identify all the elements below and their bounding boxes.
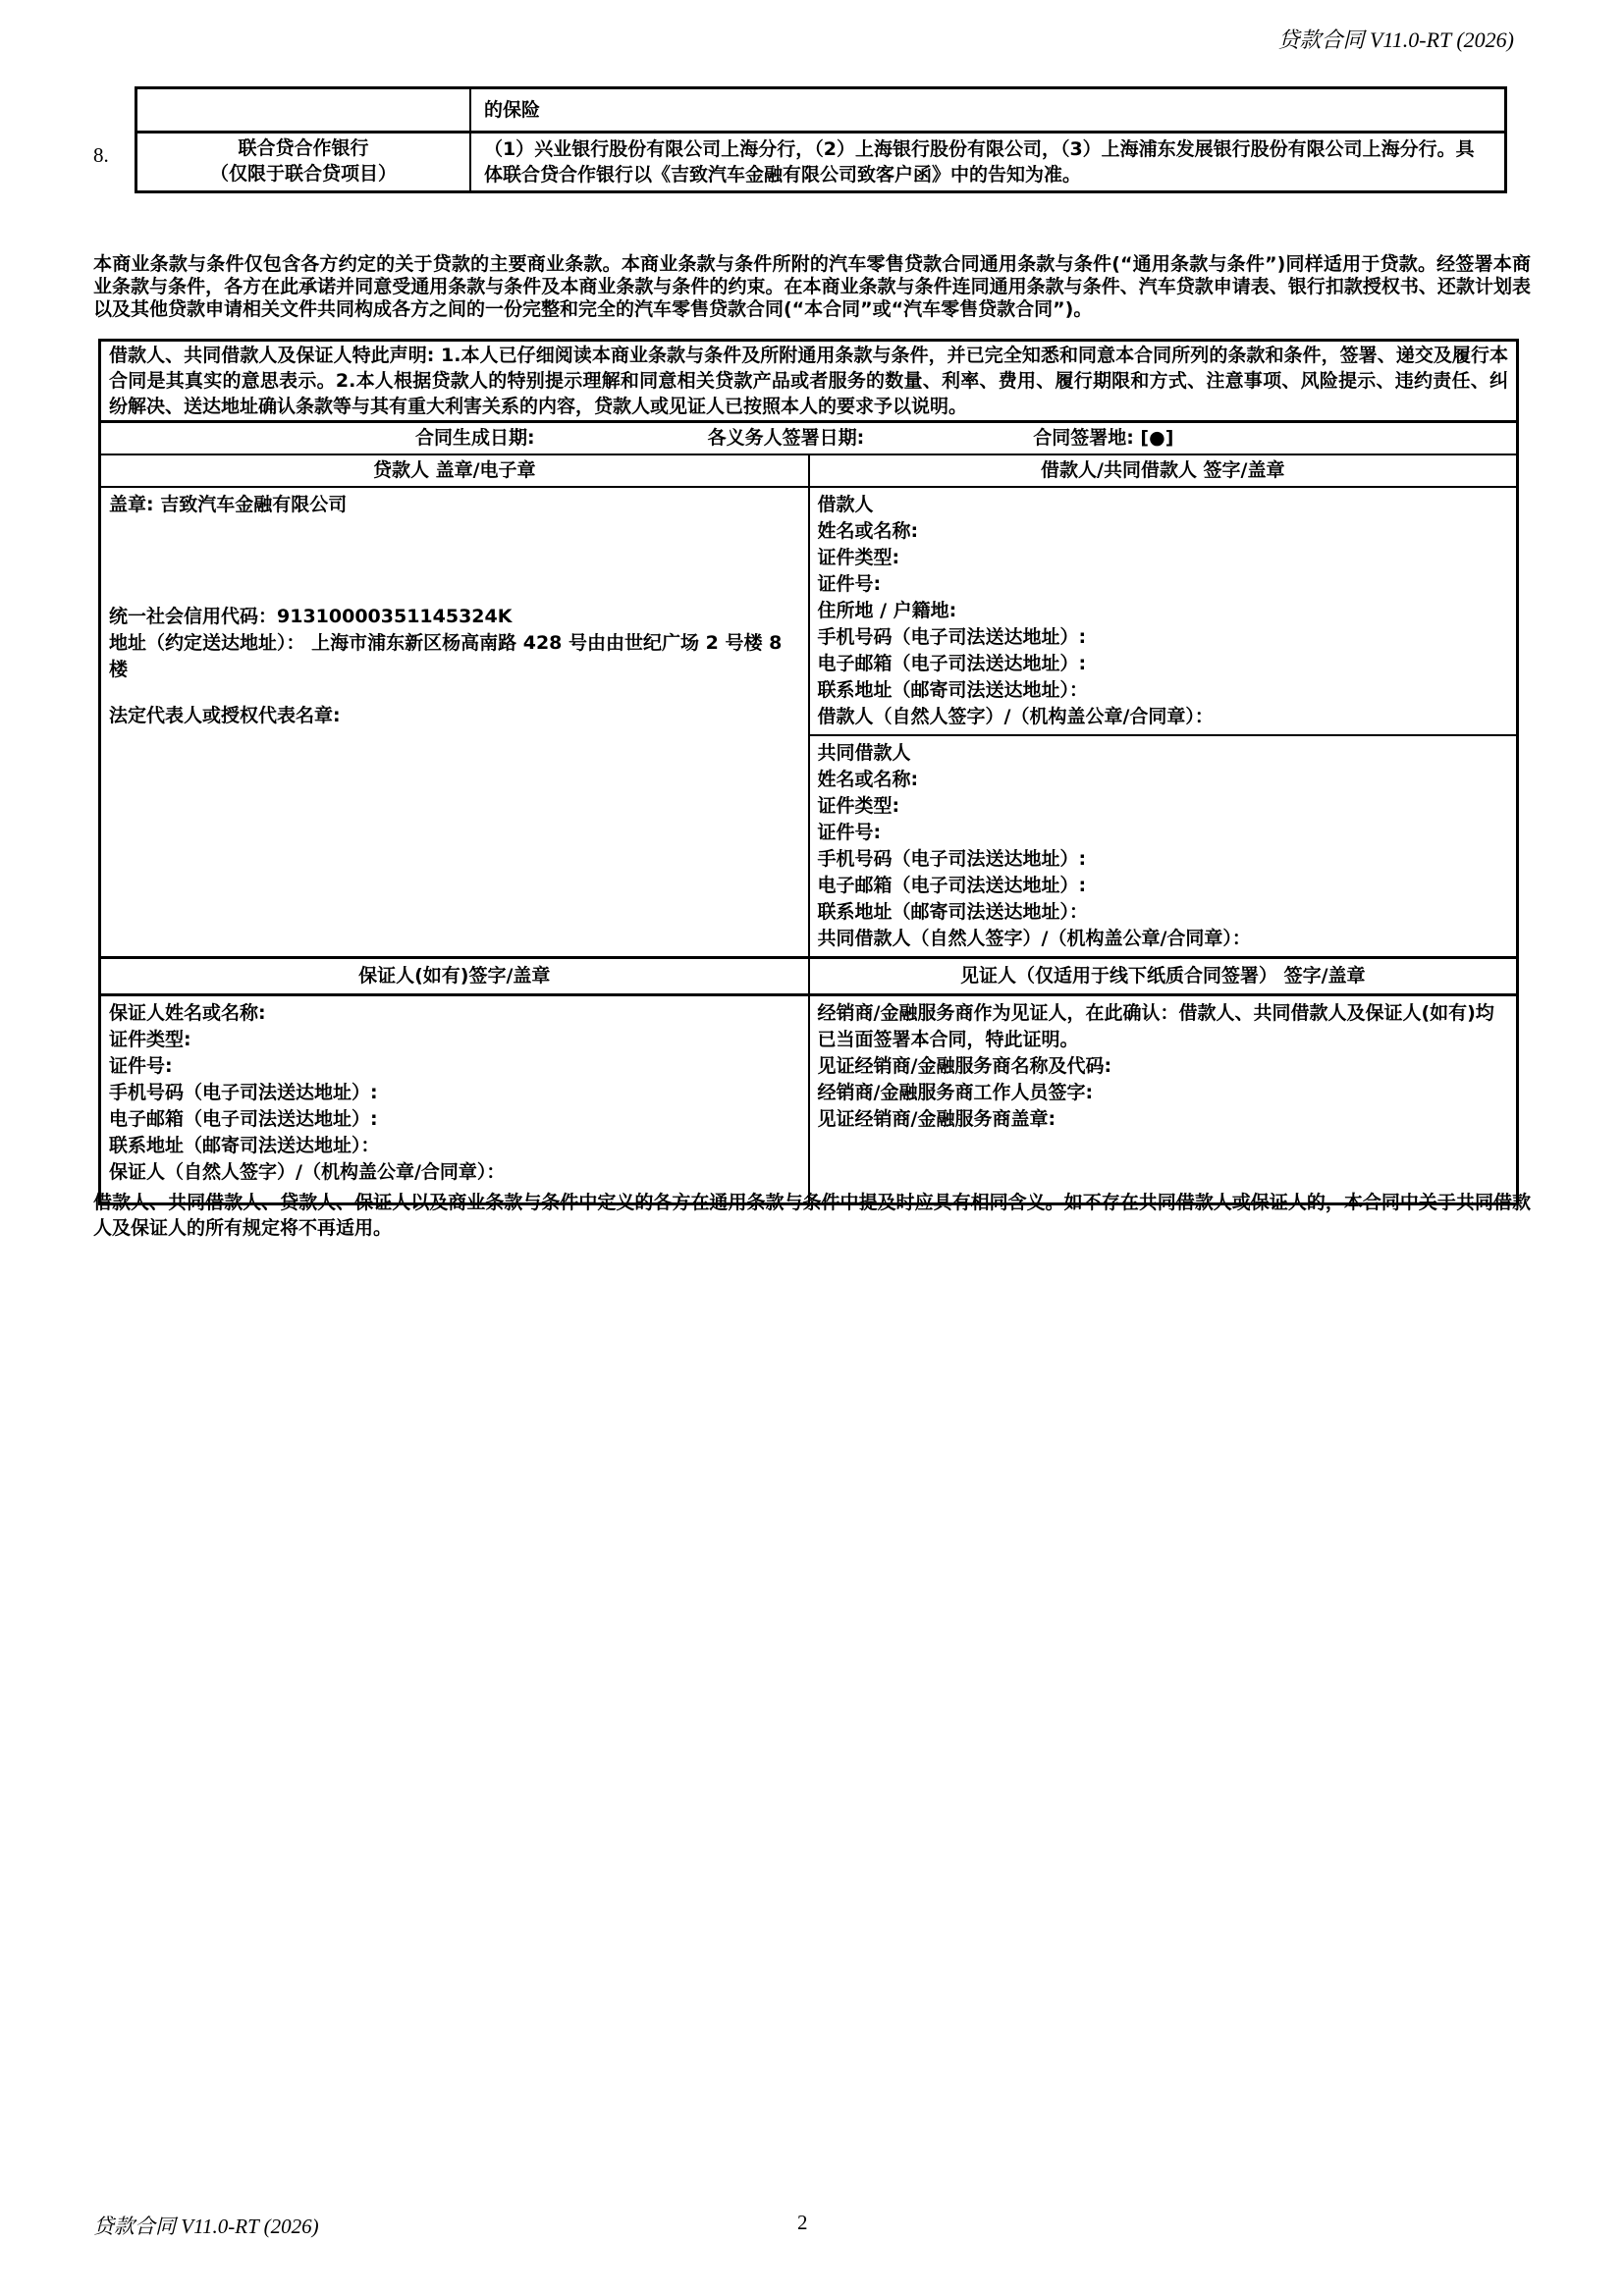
borrower-field-label: 联系地址（邮寄司法送达地址）： — [817, 679, 1089, 701]
witness-cell — [809, 995, 1518, 1204]
co-borrower-section-title: 共同借款人 — [817, 742, 911, 764]
borrower-field-label: 手机号码（电子司法送达地址）: — [817, 626, 1087, 648]
empty-cell — [136, 88, 471, 133]
borrower-section-title: 借款人 — [817, 494, 874, 515]
page-number: 2 — [797, 2211, 808, 2234]
lender-address: 地址（约定送达地址）： 上海市浦东新区杨高南路 428 号由由世纪广场 2 号楼 8 楼 — [109, 632, 783, 680]
joint-loan-bank-label-line1: 联合贷合作银行 — [238, 137, 369, 159]
borrower-field-label: 姓名或名称: — [817, 520, 919, 542]
joint-loan-bank-label-line2: （仅限于联合贷项目） — [209, 163, 397, 185]
guarantor-field-label: 保证人姓名或名称: — [109, 1002, 266, 1024]
joint-loan-bank-value-cell — [470, 133, 1506, 192]
witness-sign-header: 见证人（仅适用于线下纸质合同签署） 签字/盖章 — [809, 958, 1518, 995]
witness-field-label: 经销商/金融服务商工作人员签字: — [817, 1082, 1094, 1103]
borrower-sign-header: 借款人/共同借款人 签字/盖章 — [809, 454, 1518, 487]
lender-uscc: 统一社会信用代码：91310000351145324K — [109, 606, 513, 627]
witness-field-label: 见证经销商/金融服务商盖章: — [817, 1108, 1056, 1130]
guarantor-field-label: 联系地址（邮寄司法送达地址）： — [109, 1135, 380, 1156]
dates-row-cell — [100, 422, 1518, 455]
guarantor-signature-label: 保证人（自然人签字）/（机构盖公章/合同章）： — [109, 1161, 506, 1183]
joint-loan-bank-value: （1）兴业银行股份有限公司上海分行，（2）上海银行股份有限公司，（3）上海浦东发展银行股份有限公司上海分行。具体联合贷合作银行以《吉致汽车金融有限公司致客户函》中的告知为准。 — [484, 138, 1475, 186]
guarantor-field-label: 电子邮箱（电子司法送达地址）: — [109, 1108, 378, 1130]
co-borrower-field-label: 证件号: — [817, 822, 882, 843]
guarantor-field-label: 证件号: — [109, 1055, 173, 1077]
co-borrower-cell — [809, 735, 1518, 958]
co-borrower-signature-label: 共同借款人（自然人签字）/（机构盖公章/合同章）： — [817, 928, 1251, 949]
borrower-signature-label: 借款人（自然人签字）/（机构盖公章/合同章）： — [817, 706, 1214, 727]
co-borrower-field-label: 手机号码（电子司法送达地址）: — [817, 848, 1087, 870]
borrower-field-label: 电子邮箱（电子司法送达地址）: — [817, 653, 1087, 674]
contract-generate-date-label: 合同生成日期: — [415, 427, 535, 449]
intro-paragraph: 本商业条款与条件仅包含各方约定的关于贷款的主要商业条款。本商业条款与条件所附的汽车零售贷款合同通用条款与条件(“通用条款与条件”)同样适用于贷款。经签署本商业条款与条件，各方在此承诺并同意受通用条款与条件及本商业条款与条件的约束。在本商业条款与条件连同通用条款与条件、汽车贷款申请表、银行扣款授权书、还款计划表以及其他贷款申请相关文件共同构成各方之间的一份完整和完全的汽车零售贷款合同(“本合同”或“汽车零售贷款合同”)。 — [93, 253, 1531, 320]
co-borrower-field-label: 联系地址（邮寄司法送达地址）： — [817, 901, 1089, 923]
declaration-text: 借款人、共同借款人及保证人特此声明: 1.本人已仔细阅读本商业条款与条件及所附通用条款与条件，并已完全知悉和同意本合同所列的条款和条件，签署、递交及履行本合同是其真实的意思表示。2.本人根据贷款人的特别提示理解和同意相关贷款产品或者服务的数量、利率、费用、履行期限和方式、注意事项、风险提示、违约责任、纠纷解决、送达地址确认条款等与其有重大利害关系的内容，贷款人或见证人已按照本人的要求予以说明。 — [100, 341, 1518, 422]
borrower-field-label: 证件类型: — [817, 547, 900, 568]
insurance-continuation-cell — [470, 88, 1506, 133]
witness-field-label: 见证经销商/金融服务商名称及代码: — [817, 1055, 1112, 1077]
witness-confirmation: 经销商/金融服务商作为见证人，在此确认：借款人、共同借款人及保证人(如有)均已当面签署本合同，特此证明。 — [817, 1002, 1494, 1050]
obligor-sign-date-label: 各义务人签署日期: — [707, 427, 865, 449]
contract-sign-place-label: 合同签署地: [●] — [1033, 427, 1174, 449]
document-version-header: 贷款合同 V11.0-RT (2026) — [1277, 27, 1514, 52]
guarantor-field-label: 证件类型: — [109, 1029, 191, 1050]
top-table — [135, 86, 1507, 193]
guarantor-sign-header: 保证人(如有)签字/盖章 — [100, 958, 809, 995]
co-borrower-field-label: 证件类型: — [817, 795, 900, 817]
lender-seal-line: 盖章: 吉致汽车金融有限公司 — [109, 494, 348, 515]
joint-loan-bank-label-cell — [136, 133, 471, 192]
borrower-field-label: 住所地 / 户籍地: — [817, 600, 957, 621]
lender-cell — [100, 487, 809, 958]
guarantor-field-label: 手机号码（电子司法送达地址）: — [109, 1082, 378, 1103]
closing-paragraph: 借款人、共同借款人、贷款人、保证人以及商业条款与条件中定义的各方在通用条款与条件中提及时应具有相同含义。如不存在共同借款人或保证人的，本合同中关于共同借款人及保证人的所有规定将不再适用。 — [93, 1192, 1531, 1239]
lender-seal-header: 贷款人 盖章/电子章 — [100, 454, 809, 487]
lender-representative: 法定代表人或授权代表名章: — [109, 705, 341, 726]
item-number: 8. — [93, 143, 109, 167]
document-version-footer: 贷款合同 V11.0-RT (2026) — [93, 2215, 319, 2238]
borrower-cell — [809, 487, 1518, 735]
insurance-continuation-text: 的保险 — [484, 99, 541, 121]
co-borrower-field-label: 电子邮箱（电子司法送达地址）: — [817, 875, 1087, 896]
guarantor-cell — [100, 995, 809, 1204]
co-borrower-field-label: 姓名或名称: — [817, 769, 919, 790]
signature-table — [98, 339, 1519, 1205]
borrower-field-label: 证件号: — [817, 573, 882, 595]
